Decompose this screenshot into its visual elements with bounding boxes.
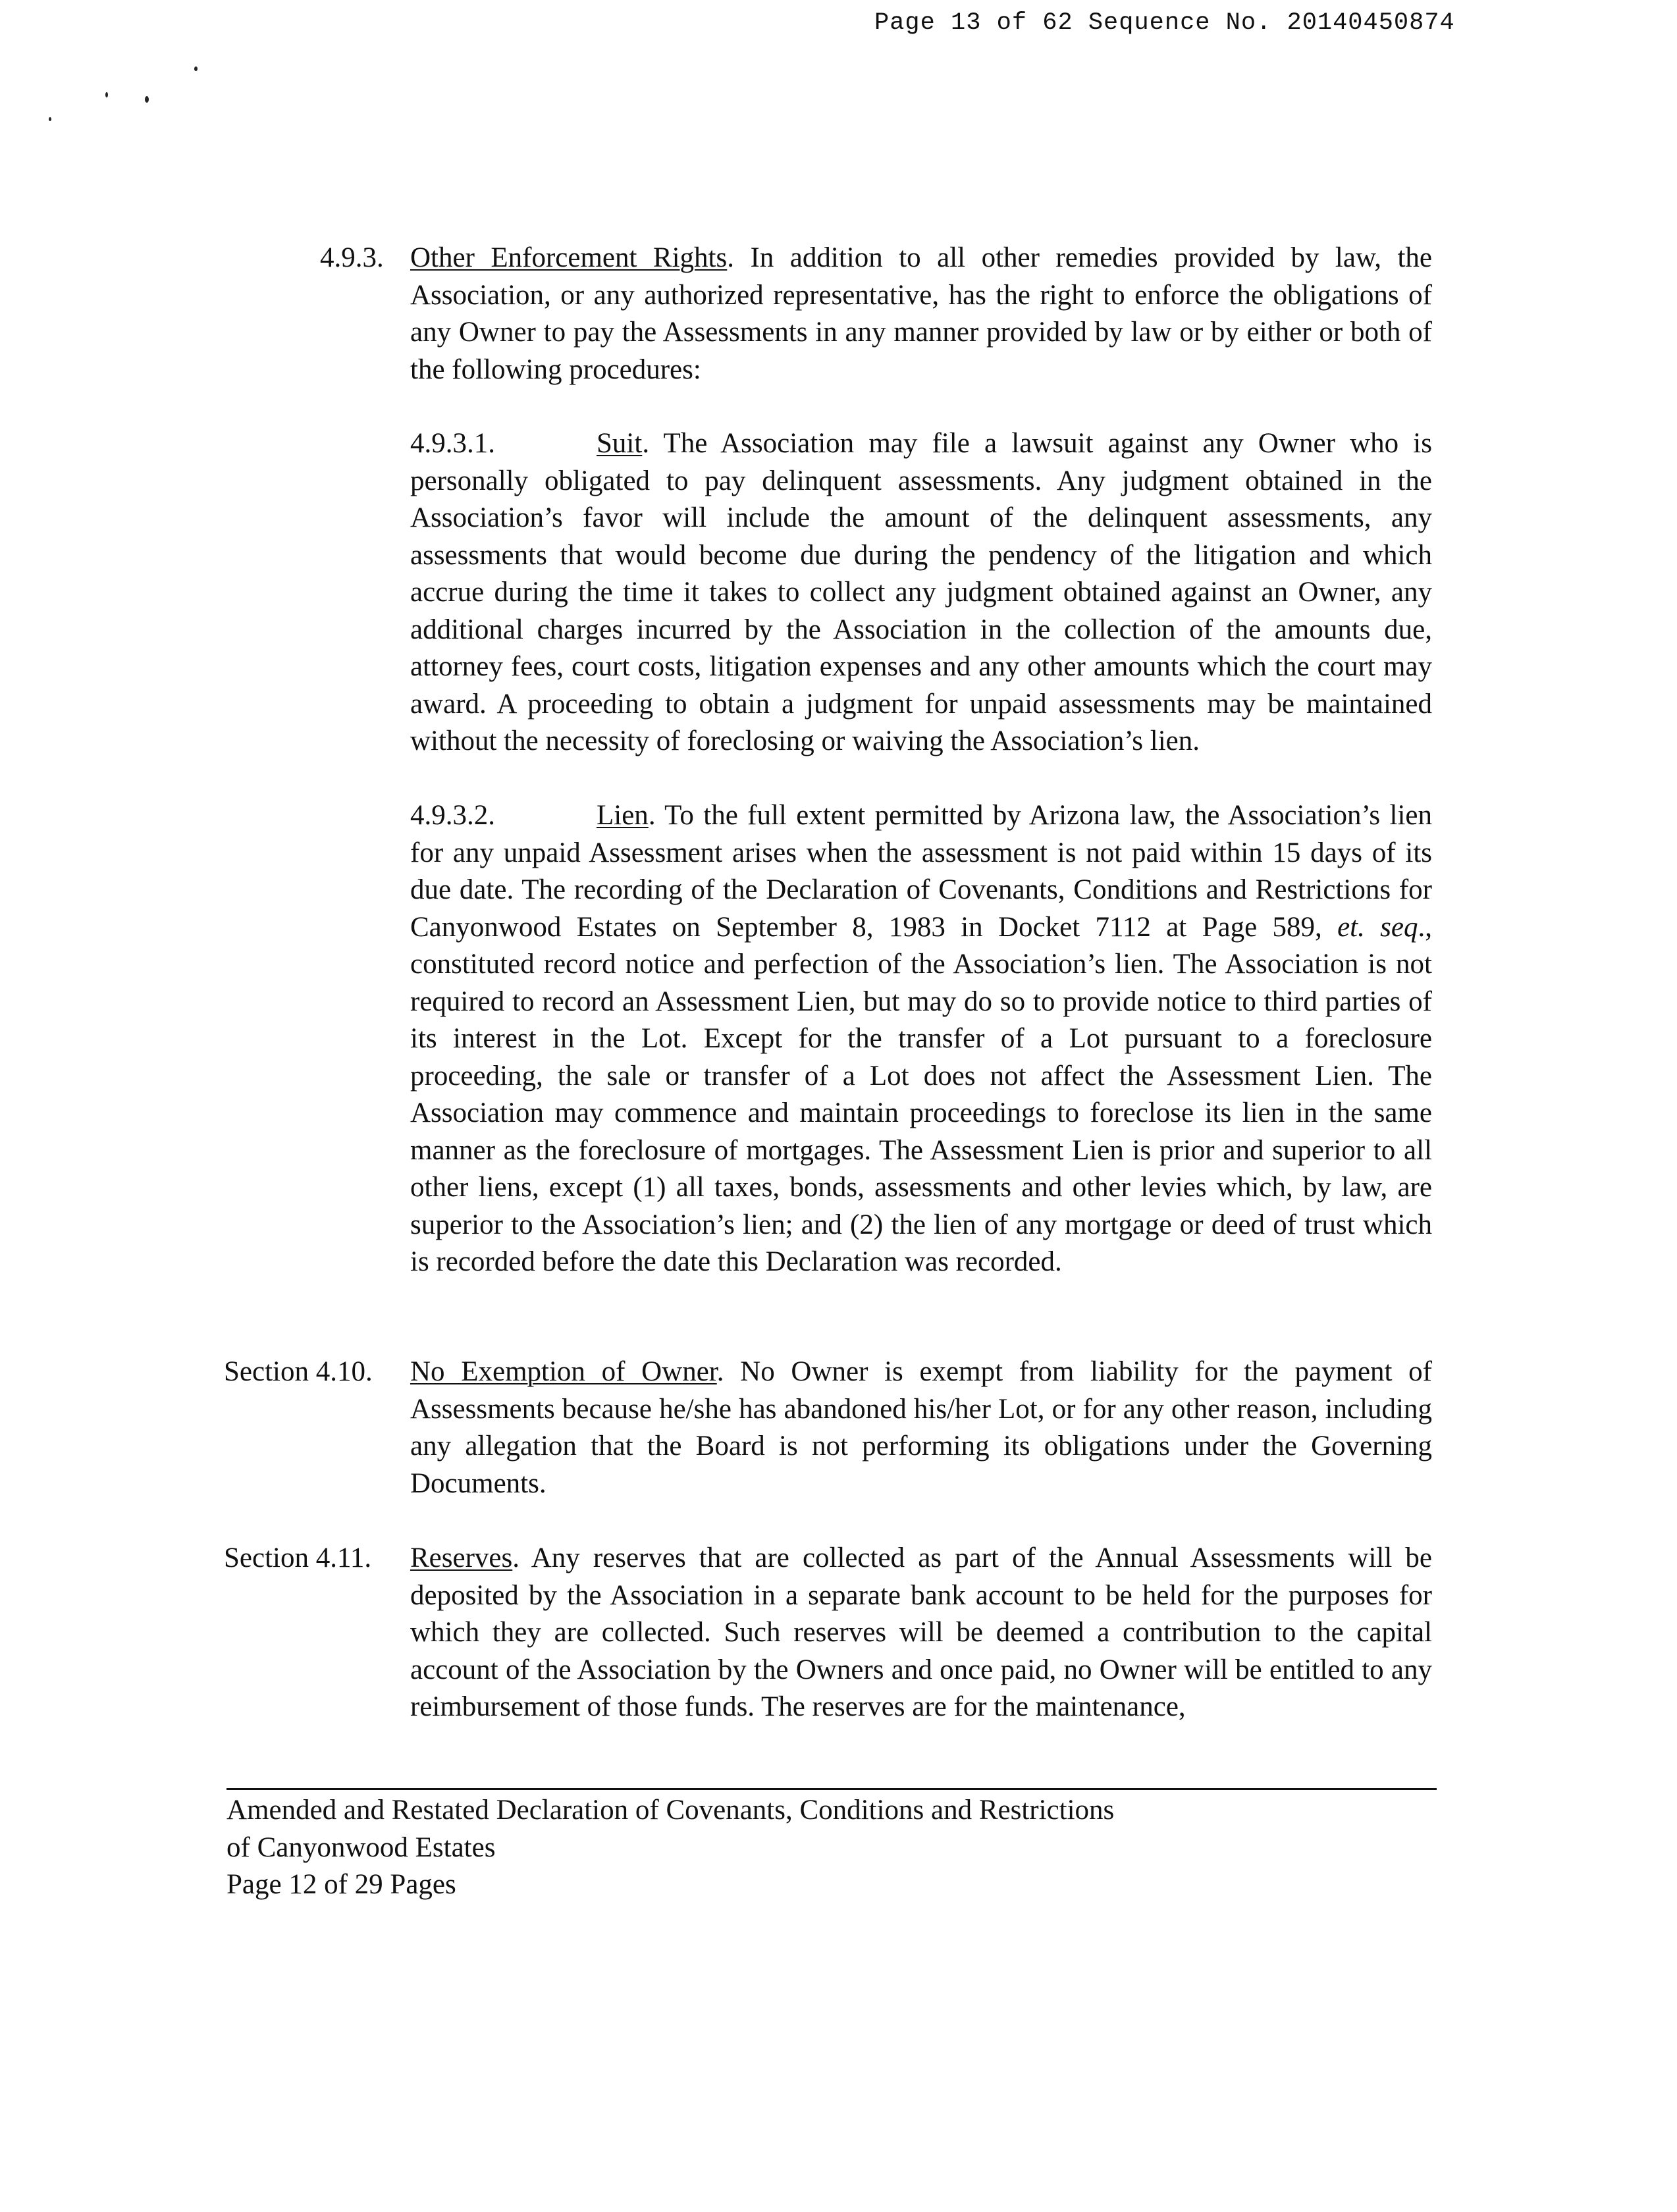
section-4-9-3 <box>410 240 1432 388</box>
section-heading: Other Enforcement Rights <box>410 242 728 273</box>
section-heading: No Exemption of Owner <box>410 1356 717 1387</box>
sequence-stamp: Page 13 of 62 Sequence No. 20140450874 <box>874 9 1455 37</box>
section-4-9-3-2 <box>410 797 1432 1281</box>
section-4-9-3-1 <box>410 425 1432 760</box>
section-body: . In addition to all other remedies provided by law, the Association, or any authorized representative, has the right to enforce the obligations of any Owner to pay the Assessments in any manner provided by law or by either or both of the following procedures: <box>410 242 1432 385</box>
section-heading: Reserves <box>410 1542 513 1573</box>
section-body: . The Association may file a lawsuit against any Owner who is personally obligated to pay delinquent assessments. Any judgment obtained in the Association’s favor will include the amount of the delinquent assessments, any assessments that would become due during the pendency of the litigation and which accrue during the time it takes to collect any judgment obtained against an Owner, any additional charges incurred by the Association in the collection of the amounts due, attorney fees, court costs, litigation expenses and any other amounts which the court may award. A proceeding to obtain a judgment for unpaid assessments may be maintained without the necessity of foreclosing or waiving the Association’s lien. <box>410 428 1432 756</box>
section-body: ., constituted record notice and perfection of the Association’s lien. The Association is not required to record an Assessment Lien, but may do so to provide notice to third parties of its interest in the Lot. Except for the transfer of a Lot pursuant to a foreclosure proceeding, the sale or transfer of a Lot does not affect the Assessment Lien. The Association may commence and maintain proceedings to foreclose its lien in the same manner as the foreclosure of mortgages. The Assessment Lien is prior and superior to all other liens, except (1) all taxes, bonds, assessments and other levies which, by law, are superior to the Association’s lien; and (2) the lien of any mortgage or deed of trust which is recorded before the date this Declaration was recorded. <box>410 911 1432 1277</box>
scan-speck <box>145 96 149 103</box>
section-body: . No Owner is exempt from liability for the payment of Assessments because he/she has abandoned his/her Lot, or for any other reason, including any allegation that the Board is not performing its obligations under the Governing Documents. <box>410 1356 1433 1499</box>
section-heading: Lien <box>597 800 649 831</box>
section-4-11 <box>410 1540 1432 1726</box>
scan-speck <box>194 66 198 71</box>
document-footer <box>226 1792 1114 1904</box>
scan-speck <box>49 117 51 121</box>
section-number: 4.9.3. <box>320 242 384 273</box>
section-body-italic: et. seq <box>1337 911 1418 943</box>
section-heading: Suit <box>597 428 643 459</box>
section-number: 4.9.3.2. <box>410 800 495 831</box>
section-4-10 <box>410 1354 1432 1502</box>
footer-page-count: Page 12 of 29 Pages <box>226 1869 456 1900</box>
section-number: Section 4.10. <box>224 1356 373 1387</box>
section-number: 4.9.3.1. <box>410 428 495 459</box>
section-body: . To the full extent permitted by Arizona law, the Association’s lien for any unpaid Assessment arises when the assessment is not paid within 15 days of its due date. The recording of the Declaration of Covenants, Conditions and Restrictions for Canyonwood Estates on September 8, 1983 in Docket 7112 at Page 589, <box>410 800 1432 943</box>
footer-title-line: Amended and Restated Declaration of Covenants, Conditions and Restrictions <box>226 1795 1115 1826</box>
scan-speck <box>105 92 108 97</box>
section-number: Section 4.11. <box>224 1542 372 1573</box>
footer-divider <box>226 1788 1437 1790</box>
footer-title-line: of Canyonwood Estates <box>226 1831 496 1863</box>
section-body: . Any reserves that are collected as part of the Annual Assessments will be deposited by the Association in a separate bank account to be held for the purposes for which they are collected. Such reserves will be deemed a contribution to the capital account of the Association by the Owners and once paid, no Owner will be entitled to any reimbursement of those funds. The reserves are for the maintenance, <box>410 1542 1432 1722</box>
